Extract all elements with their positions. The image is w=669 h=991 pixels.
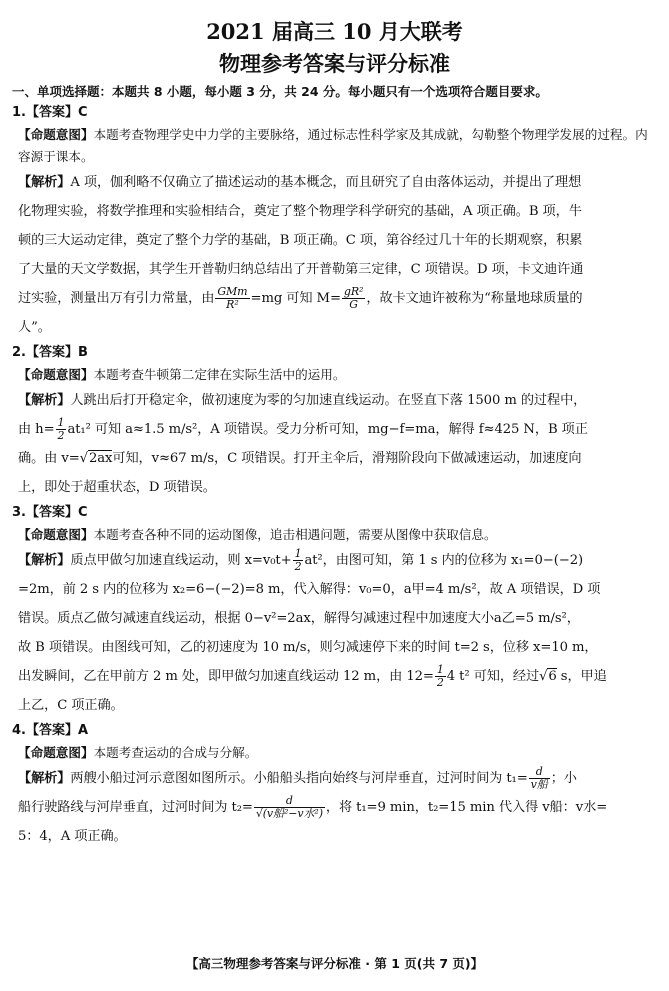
explain-label: 【解析】: [18, 175, 71, 190]
question-number: 4.: [12, 723, 26, 738]
explain-line: 化物理实验，将数学推理和实验相结合，奠定了整个物理学科学研究的基础，A 项正确。B 项，牛: [18, 204, 582, 219]
explanation-paragraph: [12, 546, 657, 720]
denominator: R²: [226, 298, 239, 311]
answer-line: [12, 342, 657, 364]
denominator: v船: [530, 778, 548, 791]
explain-line: 5：4，A 项正确。: [18, 829, 127, 844]
explain-line: A 项，伽利略不仅确立了描述运动的基本概念，而且研究了自由落体运动，并提出了理想: [70, 175, 582, 190]
explain-line-formula: [18, 793, 657, 822]
explain-line-formula: 确。由 v=√2ax可知，v≈67 m/s，C 项错误。打开主伞后，滑翔阶段向下做减速运动，加速度向: [18, 451, 582, 466]
text-segment: 确。由 v=: [18, 451, 80, 466]
section-heading: 一、单项选择题：本题共 8 小题，每小题 3 分，共 24 分。每小题只有一个选项符合题目要求。: [12, 84, 548, 99]
numerator: d: [529, 766, 550, 779]
answer-line: [12, 102, 657, 124]
fraction: [254, 795, 325, 820]
answer-value: C: [78, 105, 88, 120]
intent-text: 本题考查物理学史中力学的主要脉络，通过标志性科学家及其成就，勾勒整个物理学发展的过程。内容源于课本。: [18, 127, 648, 164]
question-2: [12, 342, 657, 502]
answer-label: 【答案】: [25, 105, 78, 120]
explain-line: =2m，前 2 s 内的位移为 x₂=6−(−2)=8 m，代入解得：v₀=0，a甲=4 m/s²，故 A 项错误，D 项: [18, 582, 601, 597]
explain-line: 上乙，C 项正确。: [18, 698, 124, 713]
text-segment: 由 h=: [18, 422, 55, 437]
explain-line-formula: 出发瞬间，乙在甲前方 2 m 处，即甲做匀加速直线运动 12 m，由 12= $\frac{1}{2}$ 4 t² 可知，经过√6 s，甲追: [18, 663, 607, 689]
question-number: 3.: [12, 505, 26, 520]
text-segment: at²，由图可知，第 1 s 内的位移为 x₁=0−(−2): [304, 553, 584, 568]
text-segment: 出发瞬间，乙在甲前方 2 m 处，即甲做匀加速直线运动 12 m，由 12=: [18, 669, 434, 684]
text-segment: ；小: [550, 771, 577, 786]
answer-line: [12, 720, 657, 742]
answer-value: A: [78, 723, 89, 738]
intent-text: 本题考查牛顿第二定律在实际生活中的运用。: [93, 367, 346, 382]
fraction: [529, 766, 550, 791]
explain-line: 人跳出后打开稳定伞，做初速度为零的匀加速直线运动。在竖直下落 1500 m 的过程中，: [70, 393, 587, 408]
explanation-paragraph: [12, 386, 657, 502]
intent-label: 【命题意图】: [18, 127, 94, 142]
intent-label: 【命题意图】: [18, 745, 94, 760]
explain-label: 【解析】: [18, 393, 71, 408]
denominator: 2: [294, 560, 302, 573]
explanation-paragraph: [12, 764, 657, 851]
answer-value: B: [78, 345, 88, 360]
explain-line-formula: [18, 284, 657, 313]
denominator: √(v船²−v水²): [255, 807, 323, 820]
text-segment: ，故卡文迪许被称为“称量地球质量的: [366, 291, 583, 306]
numerator: 1: [57, 416, 65, 429]
answer-label: 【答案】: [25, 505, 78, 520]
fraction: [56, 417, 67, 442]
explain-line-formula: [18, 415, 657, 444]
numerator: d: [254, 795, 325, 808]
fraction: [435, 664, 446, 689]
question-4: [12, 720, 657, 851]
fraction: [342, 286, 365, 311]
document-title: 物理参考答案与评分标准: [219, 51, 450, 76]
denominator: 2: [436, 676, 444, 689]
text-segment: 质点甲做匀加速直线运动，则 x=v₀t+: [70, 553, 292, 568]
intent-label: 【命题意图】: [18, 367, 94, 382]
text-segment: 两艘小船过河示意图如图所示。小船船头指向始终与河岸垂直，过河时间为 t₁=: [70, 771, 528, 786]
question-number: 2.: [12, 345, 26, 360]
text-segment: at₁² 可知 a≈1.5 m/s²，A 项错误。受力分析可知，mg−f=ma，解得 f≈425 N，B 项正: [67, 422, 588, 437]
explain-line: 错误。质点乙做匀减速直线运动，根据 0−v²=2ax，解得匀减速过程中加速度大小a乙=5 m/s²，: [18, 611, 580, 626]
text-segment: 过实验，测量出万有引力常量，由: [18, 291, 215, 306]
sqrt-radicand: 2ax: [88, 451, 113, 466]
explain-line: 上，即处于超重状态，D 项错误。: [18, 480, 216, 495]
explain-line-formula: [18, 546, 657, 575]
question-3: [12, 502, 657, 720]
numerator: GMm: [217, 285, 248, 298]
intent-text: 本题考查各种不同的运动图像，追击相遇问题，需要从图像中获取信息。: [93, 527, 497, 542]
text-segment: =mg 可知 M=: [250, 291, 341, 306]
denominator: 2: [57, 429, 65, 442]
intent-paragraph: [12, 364, 657, 386]
exam-title: 2021 届高三 10 月大联考: [206, 19, 463, 44]
explain-line-formula: [18, 764, 657, 793]
answer-value: C: [78, 505, 88, 520]
text-segment: 船行驶路线与河岸垂直，过河时间为 t₂=: [18, 800, 253, 815]
explain-line: 人”。: [18, 320, 51, 335]
question-number: 1.: [12, 105, 26, 120]
answer-label: 【答案】: [25, 723, 78, 738]
numerator: 1: [436, 663, 444, 676]
text-segment: 4 t² 可知，经过: [446, 669, 540, 684]
numerator: 1: [294, 547, 302, 560]
numerator: gR²: [343, 285, 364, 298]
page-footer: 【高三物理参考答案与评分标准 · 第 1 页(共 7 页)】: [185, 956, 484, 971]
text-segment: 可知，v≈67 m/s，C 项错误。打开主伞后，滑翔阶段向下做减速运动，加速度向: [112, 451, 582, 466]
explanation-paragraph: [12, 168, 657, 342]
explain-line: 故 B 项错误。由图线可知，乙的初速度为 10 m/s，则匀减速停下来的时间 t=2 s，位移 x=10 m，: [18, 640, 598, 655]
explain-label: 【解析】: [18, 771, 71, 786]
intent-text: 本题考查运动的合成与分解。: [93, 745, 258, 760]
explain-label: 【解析】: [18, 553, 71, 568]
intent-paragraph: [12, 742, 657, 764]
explain-line: 了大量的天文学数据，其学生开普勒归纳总结出了开普勒第三定律，C 项错误。D 项，卡文迪许通: [18, 262, 584, 277]
text-segment: ，将 t₁=9 min，t₂=15 min 代入得 v船：v水=: [325, 800, 608, 815]
text-segment: s，甲追: [556, 669, 607, 684]
sqrt-radicand: 6: [548, 669, 557, 684]
explain-line: 顿的三大运动定律，奠定了整个力学的基础，B 项正确。C 项，第谷经过几十年的长期观察，积累: [18, 233, 583, 248]
fraction: [215, 286, 249, 311]
intent-paragraph: [12, 524, 657, 546]
answer-label: 【答案】: [25, 345, 78, 360]
question-1: [12, 102, 657, 342]
fraction: [293, 548, 304, 573]
answer-line: [12, 502, 657, 524]
intent-label: 【命题意图】: [18, 527, 94, 542]
denominator: G: [349, 298, 358, 311]
intent-paragraph: [12, 124, 657, 168]
